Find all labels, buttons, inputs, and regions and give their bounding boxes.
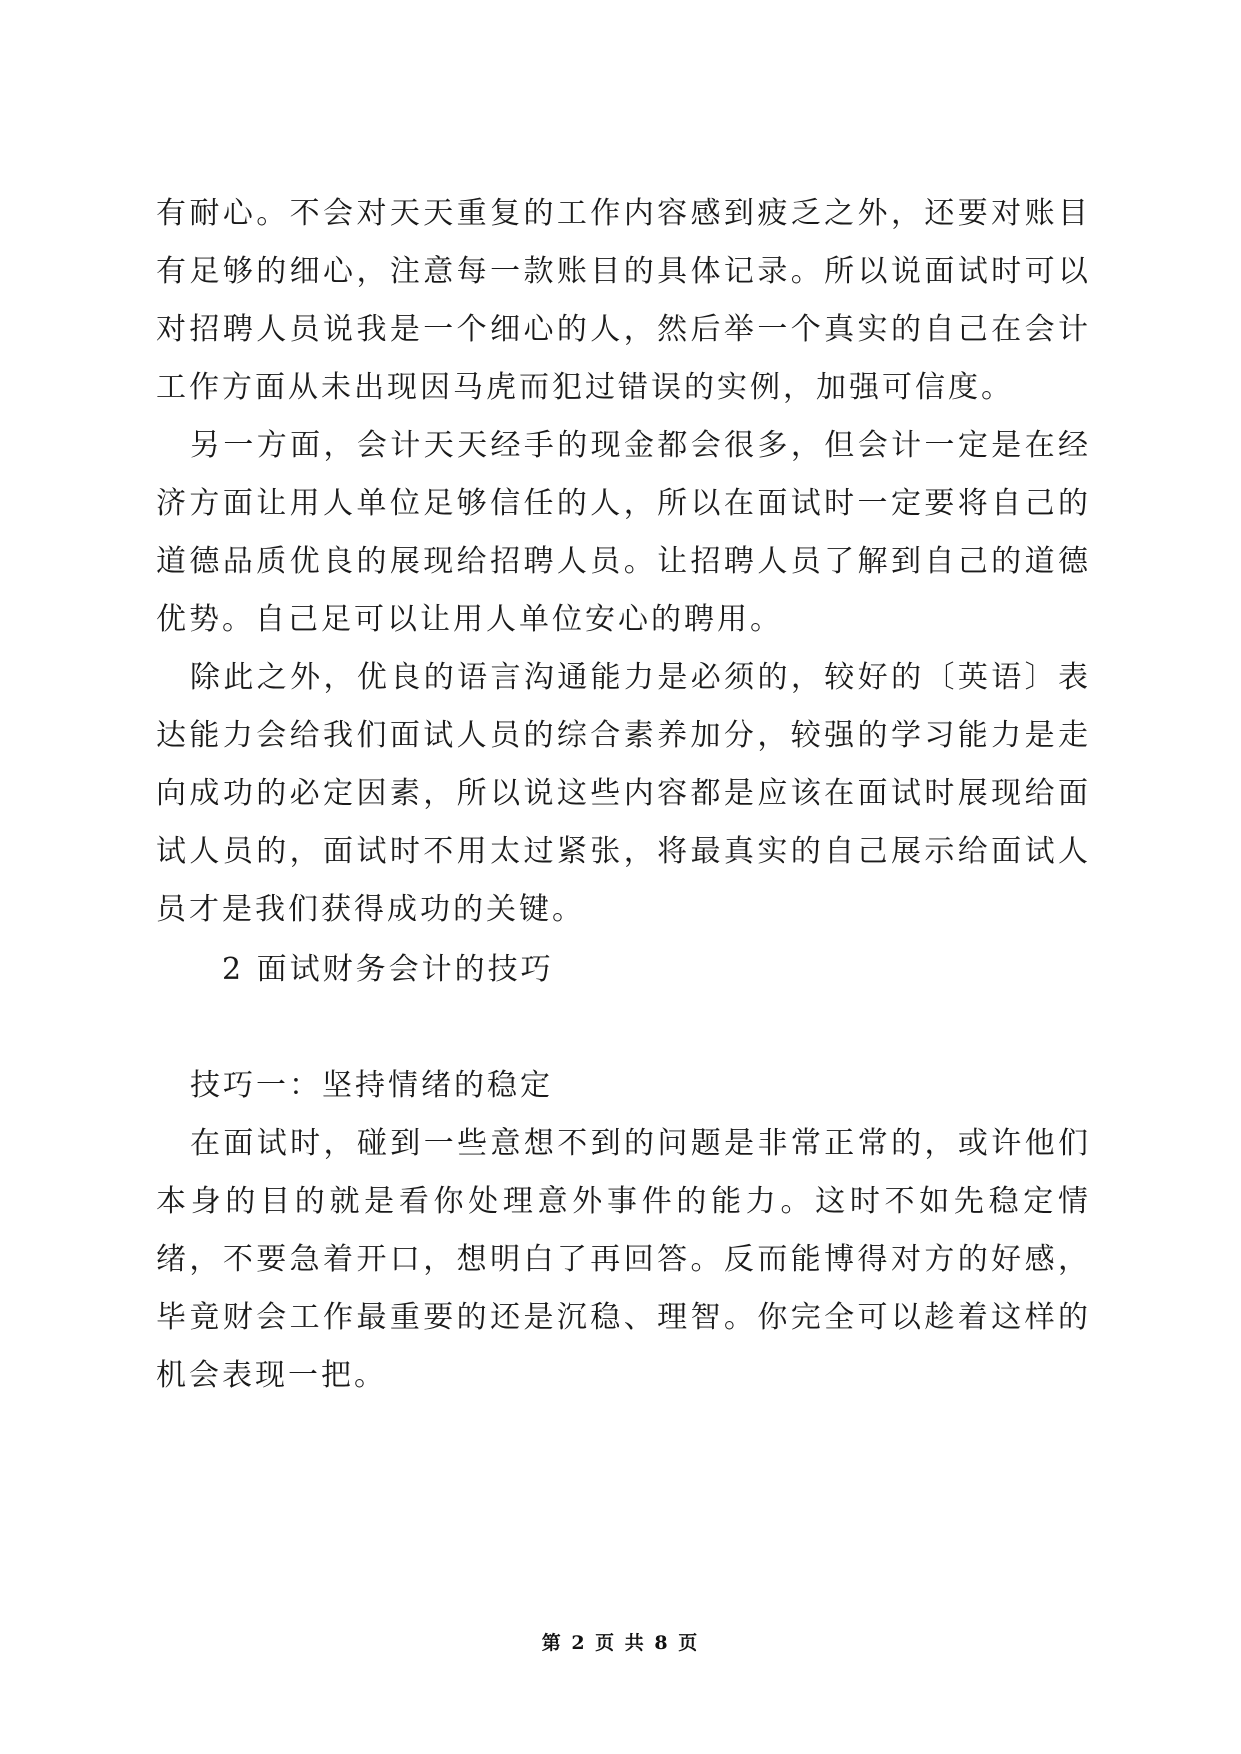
section-heading: 2 面试财务会计的技巧 — [222, 952, 554, 987]
paragraph-3: 除此之外，优良的语言沟通能力是必须的，较好的〔英语〕表达能力会给我们面试人员的综合素养加分，较强的学习能力是走向成功的必定因素，所以说这些内容都是应该在面试时展现给面试人员的，面试时不用太过紧张，将最真实的自己展示给面试人员才是我们获得成功的关键。 — [156, 660, 1091, 927]
page-footer: 第 2 页 共 8 页 — [541, 1632, 700, 1654]
paragraph-1: 有耐心。不会对天天重复的工作内容感到疲乏之外，还要对账目有足够的细心，注意每一款账目的具体记录。所以说面试时可以对招聘人员说我是一个细心的人，然后举一个真实的自己在会计工作方面从未出现因马虎而犯过错误的实例，加强可信度。 — [156, 196, 1091, 405]
paragraph-4: 在面试时，碰到一些意想不到的问题是非常正常的，或许他们本身的目的就是看你处理意外事件的能力。这时不如先稳定情绪，不要急着开口，想明白了再回答。反而能博得对方的好感，毕竟财会工作最重要的还是沉稳、理智。你完全可以趁着这样的机会表现一把。 — [156, 1126, 1091, 1393]
section-spacer — [156, 999, 1091, 1057]
document-body — [156, 185, 1091, 1405]
paragraph-2: 另一方面，会计天天经手的现金都会很多，但会计一定是在经济方面让用人单位足够信任的人，所以在面试时一定要将自己的道德品质优良的展现给招聘人员。让招聘人员了解到自己的道德优势。自己足可以让用人单位安心的聘用。 — [156, 428, 1091, 637]
subheading: 技巧一：坚持情绪的稳定 — [190, 1068, 553, 1103]
